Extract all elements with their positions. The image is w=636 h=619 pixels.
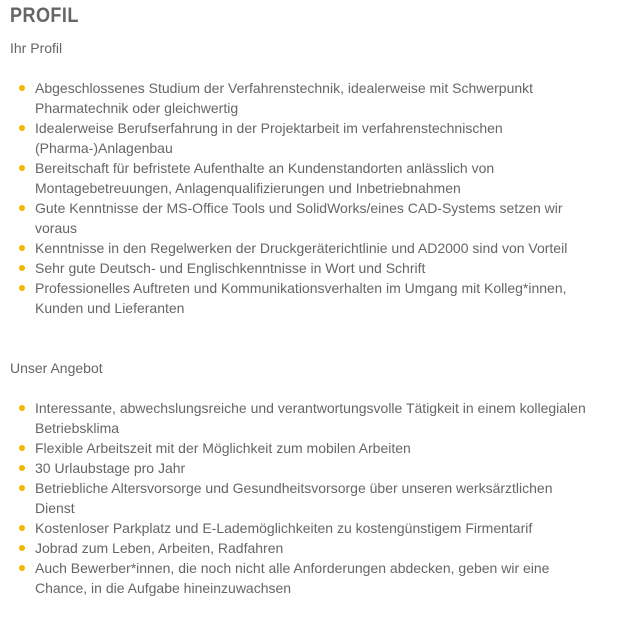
bullet-dot-icon [19,125,25,131]
list-item-text: Gute Kenntnisse der MS-Office Tools und SolidWorks/eines CAD-Systems setzen wir voraus [35,200,563,236]
bullet-dot-icon [19,265,25,271]
list-item-text: Professionelles Auftreten und Kommunikationsverhalten im Umgang mit Kolleg*innen, Kunden und Lieferanten [35,280,567,316]
list-item-text: Interessante, abwechslungsreiche und verantwortungsvolle Tätigkeit in einem kollegialen Betriebsklima [35,400,586,436]
bullet-dot-icon [19,205,25,211]
bullet-dot-icon [19,465,25,471]
list-item [10,398,595,438]
list-item [10,258,595,278]
profile-subheading: Ihr Profil [10,40,63,56]
bullet-dot-icon [19,565,25,571]
list-item-text: Betriebliche Altersvorsorge und Gesundheitsvorsorge über unseren werksärztlichen Dienst [35,480,553,516]
list-item-text: Abgeschlossenes Studium der Verfahrenstechnik, idealerweise mit Schwerpunkt Pharmatechnik oder gleichwertig [35,80,534,116]
bullet-dot-icon [19,485,25,491]
list-item [10,478,595,518]
list-item [10,518,595,538]
list-item-text: Sehr gute Deutsch- und Englischkenntnisse in Wort und Schrift [35,260,426,276]
list-item-text: Idealerweise Berufserfahrung in der Projektarbeit im verfahrenstechnischen (Pharma-)Anlagenbau [35,120,503,156]
bullet-dot-icon [19,545,25,551]
offer-subheading: Unser Angebot [10,360,103,376]
section-heading: PROFIL [10,4,79,27]
list-item [10,198,595,238]
list-item-text: Bereitschaft für befristete Aufenthalte an Kundenstandorten anlässlich von Montagebetreuungen, Anlagenqualifizierungen und Inbetriebnahmen [35,160,495,196]
offer-list [10,398,626,598]
list-item [10,458,595,478]
list-item [10,78,595,118]
list-item-text: Jobrad zum Leben, Arbeiten, Radfahren [35,540,284,556]
list-item [10,278,595,318]
list-item-text: Kostenloser Parkplatz und E-Lademöglichkeiten zu kostengünstigem Firmentarif [35,520,533,536]
list-item [10,118,595,158]
list-item [10,538,595,558]
list-item-text: Flexible Arbeitszeit mit der Möglichkeit zum mobilen Arbeiten [35,440,411,456]
profile-list [10,78,626,318]
list-item [10,558,595,598]
bullet-dot-icon [19,445,25,451]
list-item-text: 30 Urlaubstage pro Jahr [35,460,186,476]
list-item-text: Kenntnisse in den Regelwerken der Druckgeräterichtlinie und AD2000 sind von Vorteil [35,240,568,256]
list-item-text: Auch Bewerber*innen, die noch nicht alle Anforderungen abdecken, geben wir eine Chance, in die Aufgabe hineinzuwachsen [35,560,550,596]
bullet-dot-icon [19,85,25,91]
bullet-dot-icon [19,245,25,251]
bullet-dot-icon [19,165,25,171]
list-item [10,238,595,258]
list-item [10,158,595,198]
list-item [10,438,595,458]
bullet-dot-icon [19,285,25,291]
bullet-dot-icon [19,525,25,531]
bullet-dot-icon [19,405,25,411]
